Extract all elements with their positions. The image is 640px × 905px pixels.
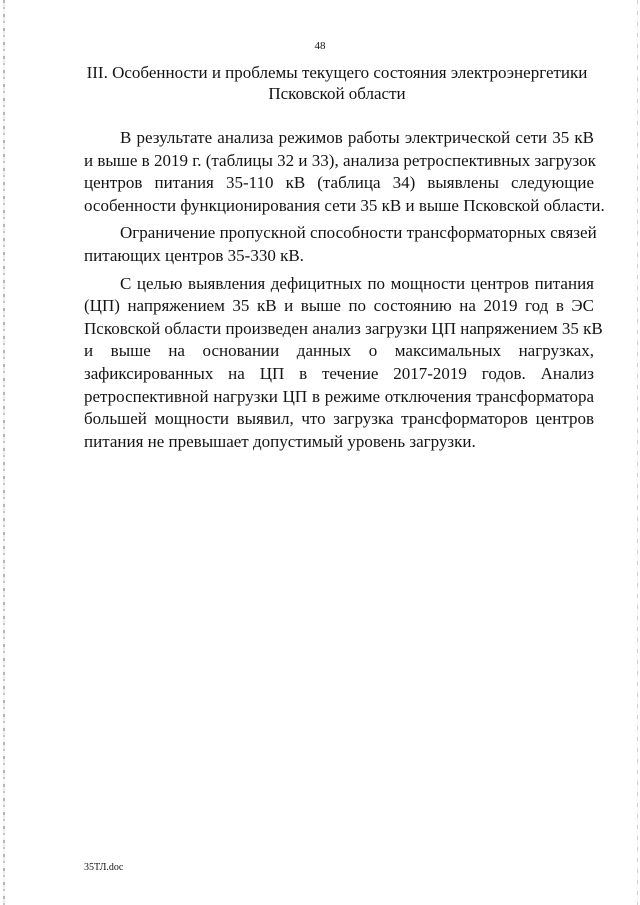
section-heading xyxy=(82,62,592,104)
document-body xyxy=(84,127,605,458)
text-line: и выше на основании данных о максимальных нагрузках, xyxy=(84,341,594,361)
text-line: С целью выявления дефицитных по мощности центров питания xyxy=(120,273,594,293)
footer-filename: 35ТЛ.doc xyxy=(84,862,124,873)
text-line: и выше в 2019 г. (таблицы 32 и 33), анализа ретроспективных загрузок xyxy=(84,150,596,170)
section-heading-line-2: Псковской области xyxy=(268,84,406,103)
text-line: В результате анализа режимов работы электрической сети 35 кВ xyxy=(120,128,594,147)
text-line: зафиксированных на ЦП в течение 2017-2019 годов. Анализ xyxy=(84,363,594,383)
text-line: Ограничение пропускной способности трансформаторных связей xyxy=(120,223,597,243)
text-line: большей мощности выявил, что загрузка трансформаторов центров xyxy=(84,409,594,429)
text-line: питания не превышает допустимый уровень загрузки. xyxy=(84,431,476,451)
paragraph-load-analysis xyxy=(84,273,603,454)
paragraph-capacity-limitation xyxy=(84,222,597,267)
scan-edge-left xyxy=(3,0,5,905)
text-line: (ЦП) напряжением 35 кВ и выше по состоянию на 2019 год в ЭС xyxy=(84,296,594,316)
text-line: центров питания 35-110 кВ (таблица 34) выявлены следующие xyxy=(84,173,594,193)
text-line: особенности функционирования сети 35 кВ и выше Псковской области. xyxy=(84,195,605,215)
text-line: ретроспективной нагрузки ЦП в режиме отключения трансформатора xyxy=(84,386,594,406)
scan-edge-right xyxy=(637,0,638,905)
page-number: 48 xyxy=(314,40,326,52)
section-heading-line-1: III. Особенности и проблемы текущего состояния электроэнергетики xyxy=(86,63,588,82)
paragraph-analysis-results xyxy=(84,127,605,217)
text-line: питающих центров 35-330 кВ. xyxy=(84,245,304,265)
text-line: Псковской области произведен анализ загрузки ЦП напряжением 35 кВ xyxy=(84,318,603,338)
